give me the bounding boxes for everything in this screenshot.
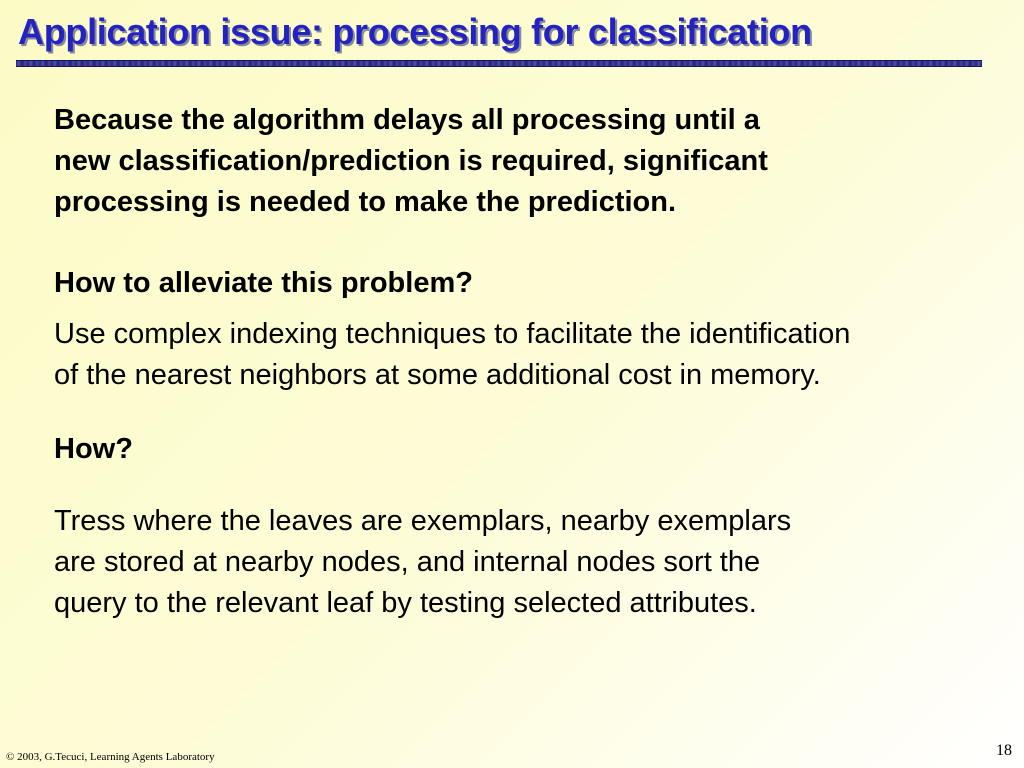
page-number: 18 <box>996 742 1012 759</box>
footer-copyright: © 2003, G.Tecuci, Learning Agents Laboratory <box>6 751 215 763</box>
answer2-line-1: Tress where the leaves are exemplars, nearby exemplars <box>54 505 792 537</box>
slide-title: Application issue: processing for classification <box>18 11 812 52</box>
answer1-line-2: of the nearest neighbors at some additional cost in memory. <box>54 359 821 391</box>
answer1-line-1: Use complex indexing techniques to facilitate the identification <box>54 318 851 350</box>
answer-trees-paragraph <box>54 501 791 624</box>
question-how: How? <box>54 433 133 465</box>
answer-indexing-paragraph <box>54 314 850 396</box>
intro-line-2: new classification/prediction is required, significant <box>54 145 768 177</box>
answer2-line-3: query to the relevant leaf by testing selected attributes. <box>54 587 757 619</box>
intro-paragraph <box>54 100 768 223</box>
intro-line-3: processing is needed to make the prediction. <box>54 186 677 218</box>
intro-line-1: Because the algorithm delays all processing until a <box>54 104 760 136</box>
title-underline-divider <box>16 60 982 67</box>
question-alleviate: How to alleviate this problem? <box>54 267 473 299</box>
answer2-line-2: are stored at nearby nodes, and internal nodes sort the <box>54 546 761 578</box>
